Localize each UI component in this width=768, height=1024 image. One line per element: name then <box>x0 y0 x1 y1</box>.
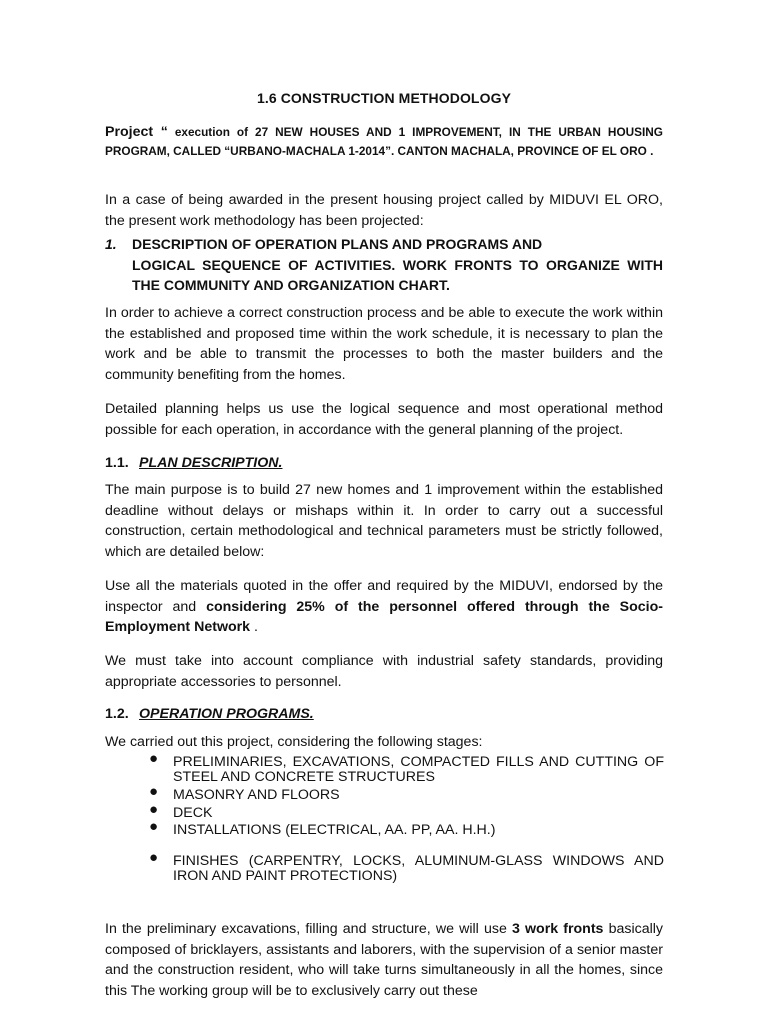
stage-text: PRELIMINARIES, EXCAVATIONS, COMPACTED FILLS AND CUTTING OF STEEL AND CONCRETE STRUCTURES <box>173 754 664 786</box>
bullet-icon: ● <box>149 750 159 767</box>
paragraph-work-fronts <box>105 919 663 1002</box>
bullet-icon: ● <box>149 800 159 818</box>
section-1-heading <box>105 234 663 296</box>
stage-text: DECK <box>173 804 213 821</box>
section-1-number: 1. <box>105 236 117 252</box>
document-title: 1.6 CONSTRUCTION METHODOLOGY <box>256 90 512 106</box>
paragraph-main-purpose: The main purpose is to build 27 new homes and 1 improvement within the established deadline without delays or mishaps within it. In order to carry out a successful construction, certain methodological and technical parameters must be strictly followed, which are detailed below: <box>105 482 663 561</box>
list-item <box>149 849 664 885</box>
work-fronts-text: In the preliminary excavations, filling and structure, we will use <box>105 921 512 937</box>
section-1-title-line1: DESCRIPTION OF OPERATION PLANS AND PROGRAMS AND <box>132 236 543 252</box>
bullet-icon: ● <box>149 783 159 801</box>
project-statement <box>105 123 663 160</box>
stage-text: FINISHES (CARPENTRY, LOCKS, ALUMINUM-GLASS WINDOWS AND IRON AND PAINT PROTECTIONS) <box>173 853 664 885</box>
paragraph-safety: We must take into account compliance with industrial safety standards, providing appropriate accessories to personnel. <box>105 653 663 690</box>
list-item <box>149 783 664 804</box>
section-1-2-title: OPERATION PROGRAMS. <box>139 706 314 722</box>
work-fronts-text-end: basically composed of bricklayers, assistants and laborers, with the supervision of a senior master and the construction resident, who will take turns simultaneously in all the homes, since this The working group will be to exclusively carry out these <box>105 921 663 1000</box>
bullet-icon: ● <box>149 849 159 867</box>
section-1-1-title: PLAN DESCRIPTION. <box>139 455 283 471</box>
bullet-icon: ● <box>149 817 159 835</box>
materials-bold-text: considering 25% of the personnel offered through the Socio-Employment Network <box>105 598 663 636</box>
section-1-1-heading <box>105 453 663 473</box>
work-fronts-bold-text: 3 work fronts <box>511 921 604 937</box>
list-item <box>149 800 664 821</box>
list-item <box>149 817 664 838</box>
section-1-2-heading <box>105 704 663 724</box>
paragraph-construction-process: In order to achieve a correct construction process and be able to execute the work within the established and proposed time within the work schedule, it is necessary to plan the work and be able to transmit the processes to both the master builders and the community benefiting from the homes. <box>105 305 663 384</box>
section-1-2-number: 1.2. <box>105 706 129 722</box>
stage-text: INSTALLATIONS (ELECTRICAL, AA. PP, AA. H.H.) <box>173 821 496 838</box>
section-1-1-number: 1.1. <box>105 455 129 471</box>
project-text: execution of 27 NEW HOUSES AND 1 IMPROVEMENT, IN THE URBAN HOUSING PROGRAM, CALLED “URBANO-MACHALA 1-2014”. CANTON MACHALA, PROVINCE OF EL ORO . <box>105 125 663 158</box>
materials-text-end: . <box>250 619 258 636</box>
project-label: Project “ <box>105 124 168 140</box>
list-item <box>149 750 664 786</box>
intro-paragraph: In a case of being awarded in the present housing project called by MIDUVI EL ORO, the present work methodology has been projected: <box>105 192 663 229</box>
materials-text: Use all the materials quoted in the offer and required by the MIDUVI, endorsed by the inspector and <box>105 578 663 615</box>
paragraph-detailed-planning: Detailed planning helps us use the logical sequence and most operational method possible for each operation, in accordance with the general planning of the project. <box>105 401 663 438</box>
stages-list <box>149 750 664 885</box>
paragraph-materials <box>105 576 663 638</box>
section-1-title-rest: LOGICAL SEQUENCE OF ACTIVITIES. WORK FRONTS TO ORGANIZE WITH THE COMMUNITY AND ORGANIZATION CHART. <box>132 256 663 293</box>
paragraph-stages-intro: We carried out this project, considering the following stages: <box>105 734 483 750</box>
stage-text: MASONRY AND FLOORS <box>173 787 340 804</box>
